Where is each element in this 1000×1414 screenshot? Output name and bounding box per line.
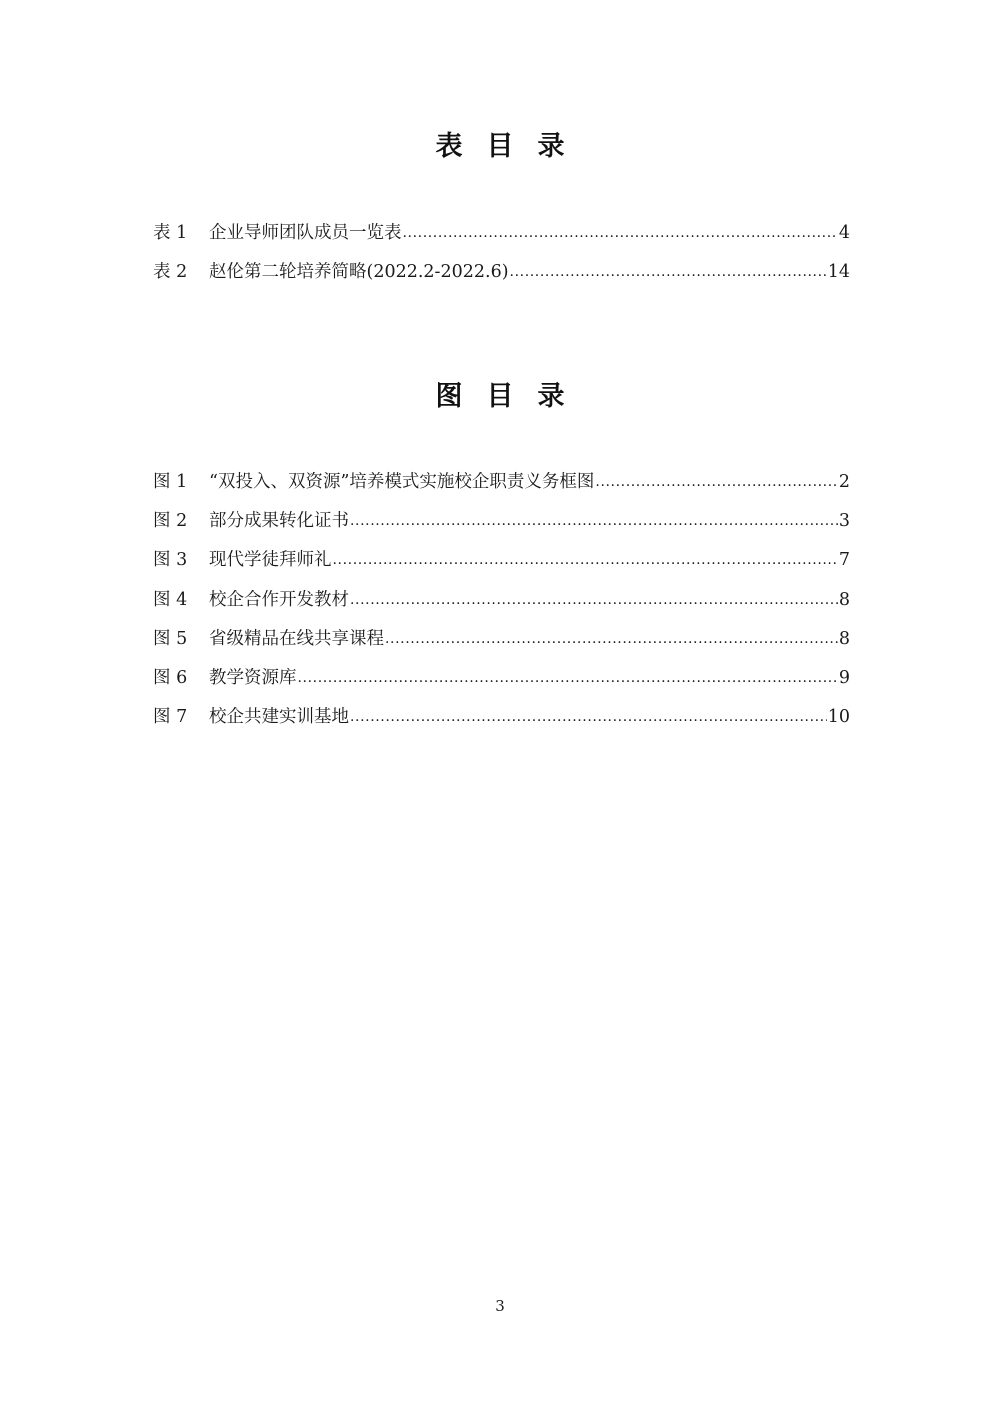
toc-entry[interactable]	[153, 214, 850, 253]
toc-entry-page: 8	[838, 628, 850, 649]
toc-entry[interactable]	[153, 698, 850, 737]
toc-entry-label: 图 5	[153, 628, 188, 649]
page-number: 3	[495, 1297, 505, 1315]
toc-entry[interactable]	[153, 502, 850, 541]
toc-entry[interactable]	[153, 463, 850, 502]
toc-entry-page: 3	[838, 511, 850, 532]
toc-entry[interactable]	[153, 541, 850, 580]
figures-toc-title: 图目录	[435, 381, 589, 412]
toc-entry-text: 现代学徒拜师礼	[209, 550, 332, 571]
toc-entry[interactable]	[153, 253, 850, 292]
toc-entry-page: 8	[838, 589, 850, 610]
toc-entry-label: 图 6	[153, 667, 188, 688]
toc-entry[interactable]	[153, 581, 850, 620]
toc-entry[interactable]	[153, 620, 850, 659]
toc-entry-page: 10	[827, 707, 850, 728]
toc-entry-label: 表 1	[153, 223, 188, 243]
toc-entry-label: 表 2	[153, 262, 188, 283]
toc-entry-text: “双投入、双资源”培养模式实施校企职责义务框图	[209, 472, 595, 492]
figures-toc-list	[153, 463, 850, 737]
toc-entry-label: 图 1	[153, 472, 188, 492]
toc-entry-page: 14	[827, 262, 850, 283]
dot-leader	[403, 213, 838, 253]
toc-entry-page: 2	[838, 472, 850, 492]
toc-entry-text: 省级精品在线共享课程	[209, 628, 384, 649]
toc-entry-text: 赵伦第二轮培养简略(2022.2-2022.6)	[209, 262, 509, 283]
dot-leader	[298, 658, 838, 698]
dot-leader	[333, 540, 838, 580]
toc-entry-label: 图 7	[153, 707, 188, 728]
toc-entry-text: 校企合作开发教材	[209, 589, 349, 610]
dot-leader	[595, 462, 837, 502]
toc-entry-text: 校企共建实训基地	[209, 707, 349, 728]
toc-entry-page: 7	[838, 550, 850, 571]
toc-entry[interactable]	[153, 659, 850, 698]
toc-entry-text: 企业导师团队成员一览表	[209, 223, 402, 243]
toc-entry-page: 4	[838, 223, 850, 243]
dot-leader	[350, 697, 827, 737]
toc-entry-text: 部分成果转化证书	[209, 511, 349, 532]
toc-entry-label: 图 3	[153, 550, 188, 571]
toc-entry-label: 图 4	[153, 589, 188, 610]
tables-toc-list	[153, 214, 850, 292]
toc-entry-page: 9	[838, 667, 850, 688]
tables-toc-title: 表目录	[435, 131, 589, 162]
toc-entry-label: 图 2	[153, 511, 188, 532]
dot-leader	[510, 252, 827, 292]
dot-leader	[385, 619, 838, 659]
dot-leader	[350, 501, 838, 541]
dot-leader	[350, 580, 838, 620]
toc-entry-text: 教学资源库	[209, 667, 297, 688]
